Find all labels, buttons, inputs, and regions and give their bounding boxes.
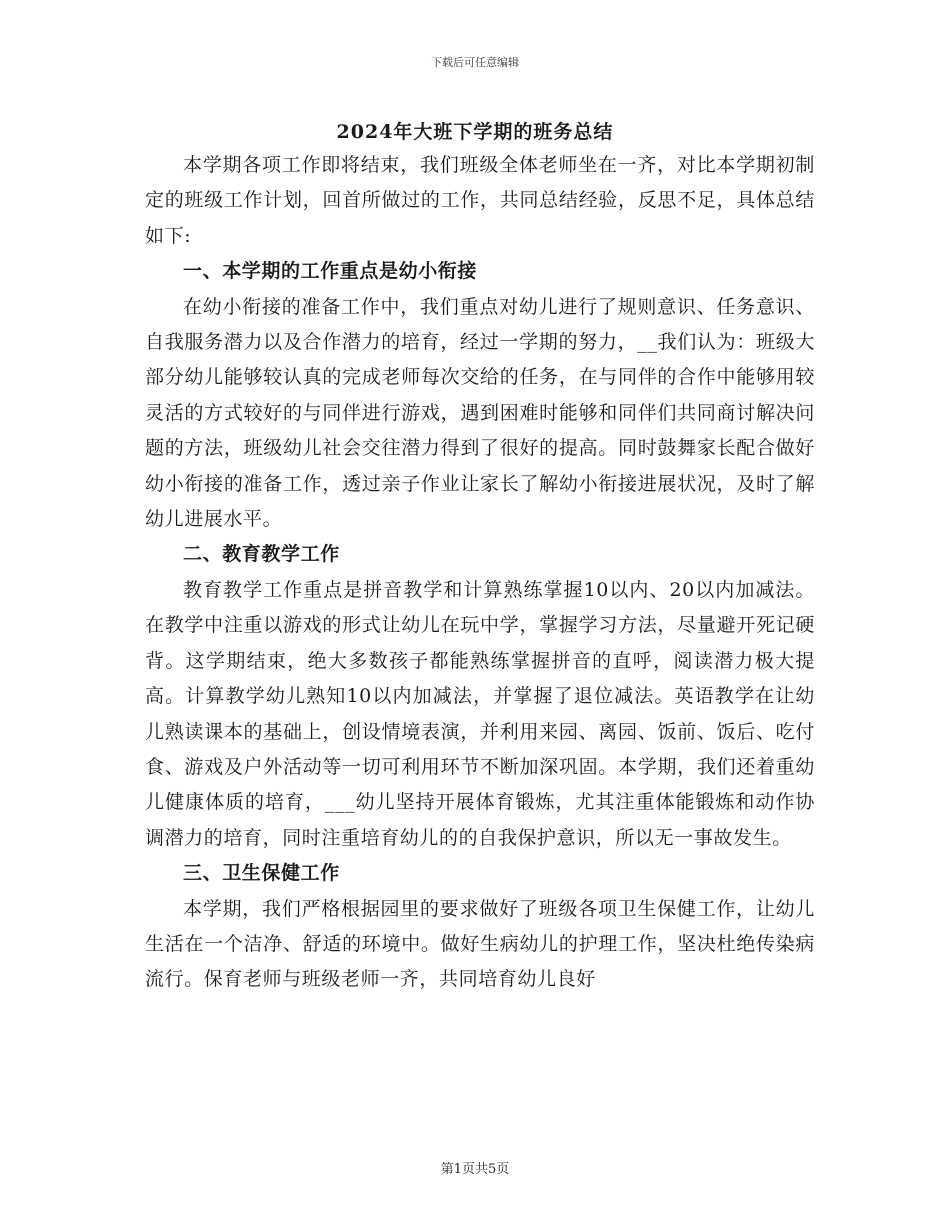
section-heading-1: 一、本学期的工作重点是幼小衔接 [183, 260, 478, 283]
header-note: 下载后可任意编辑 [431, 56, 519, 69]
document-body [145, 148, 815, 998]
section-heading-2: 二、教育教学工作 [183, 543, 340, 566]
section-paragraph-3: 本学期，我们严格根据园里的要求做好了班级各项卫生保健工作，让幼儿生活在一个洁净、舒适的环境中。做好生病幼儿的护理工作，坚决杜绝传染病流行。保育老师与班级老师一齐，共同培育幼儿良好 [145, 897, 815, 991]
document-title: 2024年大班下学期的班务总结 [336, 121, 614, 143]
section-paragraph-2: 教育教学工作重点是拼音教学和计算熟练掌握10以内、20以内加减法。在教学中注重以游戏的形式让幼儿在玩中学，掌握学习方法，尽量避开死记硬背。这学期结束，绝大多数孩子都能熟练掌握拼音的直呼，阅读潜力极大提高。计算教学幼儿熟知10以内加减法，并掌握了退位减法。英语教学在让幼儿熟读课本的基础上，创设情境表演，并利用来园、离园、饭前、饭后、吃付食、游戏及户外活动等一切可利用环节不断加深巩固。本学期，我们还着重幼儿健康体质的培育，___幼儿坚持开展体育锻炼，尤其注重体能锻炼和动作协调潜力的培育，同时注重培育幼儿的的自我保护意识，所以无一事故发生。 [145, 578, 815, 849]
section-paragraph-1: 在幼小衔接的准备工作中，我们重点对幼儿进行了规则意识、任务意识、自我服务潜力以及合作潜力的培育，经过一学期的努力，__我们认为：班级大部分幼儿能够较认真的完成老师每次交给的任务，在与同伴的合作中能够用较灵活的方式较好的与同伴进行游戏，遇到困难时能够和同伴们共同商讨解决问题的方法，班级幼儿社会交往潜力得到了很好的提高。同时鼓舞家长配合做好幼小衔接的准备工作，透过亲子作业让家长了解幼小衔接进展状况，及时了解幼儿进展水平。 [145, 295, 815, 531]
intro-paragraph: 本学期各项工作即将结束，我们班级全体老师坐在一齐，对比本学期初制定的班级工作计划，回首所做过的工作，共同总结经验，反思不足，具体总结如下: [145, 154, 815, 247]
page-number: 第1页共5页 [440, 1162, 510, 1177]
section-heading-3: 三、卫生保健工作 [183, 862, 340, 885]
